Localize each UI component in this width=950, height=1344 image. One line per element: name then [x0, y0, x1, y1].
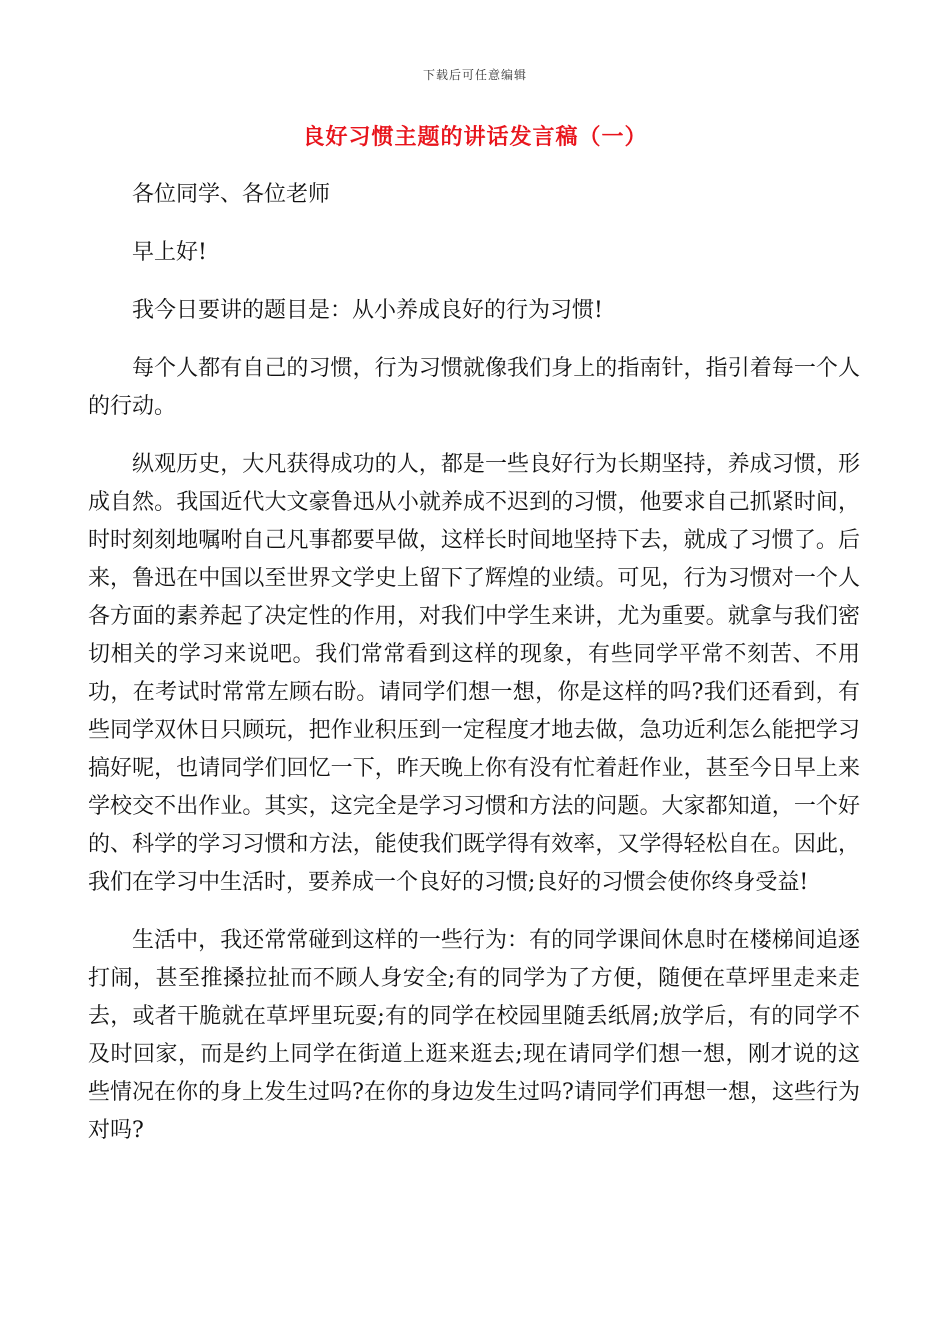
paragraph-topic: 我今日要讲的题目是：从小养成良好的行为习惯! [132, 298, 603, 323]
paragraph-history: 纵观历史，大凡获得成功的人，都是一些良好行为长期坚持，养成习惯，形成自然。我国近代大文豪鲁迅从小就养成不迟到的习惯，他要求自己抓紧时间，时时刻刻地嘱咐自己凡事都要早做，这样长时间地坚持下去，就成了习惯了。后来，鲁迅在中国以至世界文学史上留下了辉煌的业绩。可见，行为习惯对一个人各方面的素养起了决定性的作用，对我们中学生来讲，尤为重要。就拿与我们密切相关的学习来说吧。我们常常看到这样的现象，有些同学平常不刻苦、不用功，在考试时常常左顾右盼。请同学们想一想，你是这样的吗?我们还看到，有些同学双休日只顾玩，把作业积压到一定程度才地去做，急功近利怎么能把学习搞好呢，也请同学们回忆一下，昨天晚上你有没有忙着赶作业，甚至今日早上来学校交不出作业。其实，这完全是学习习惯和方法的问题。大家都知道，一个好的、科学的学习习惯和方法，能使我们既学得有效率，又学得轻松自在。因此，我们在学习中生活时，要养成一个良好的习惯;良好的习惯会使你终身受益! [88, 452, 860, 895]
document-body [88, 176, 860, 1150]
paragraph-daily-life: 生活中，我还常常碰到这样的一些行为：有的同学课间休息时在楼梯间追逐打闹，甚至推搡拉扯而不顾人身安全;有的同学为了方便，随便在草坪里走来走去，或者干脆就在草坪里玩耍;有的同学在校园里随丢纸屑;放学后，有的同学不及时回家，而是约上同学在街道上逛来逛去;现在请同学们想一想，刚才说的这些情况在你的身上发生过吗?在你的身边发生过吗?请同学们再想一想，这些行为对吗? [88, 928, 860, 1143]
document-title: 良好习惯主题的讲话发言稿（一） [302, 125, 648, 150]
paragraph-greeting: 早上好! [132, 240, 207, 265]
paragraph-salutation: 各位同学、各位老师 [132, 182, 331, 207]
header-note: 下载后可任意编辑 [422, 68, 527, 82]
paragraph-habits-intro: 每个人都有自己的习惯，行为习惯就像我们身上的指南针，指引着每一个人的行动。 [88, 356, 860, 419]
